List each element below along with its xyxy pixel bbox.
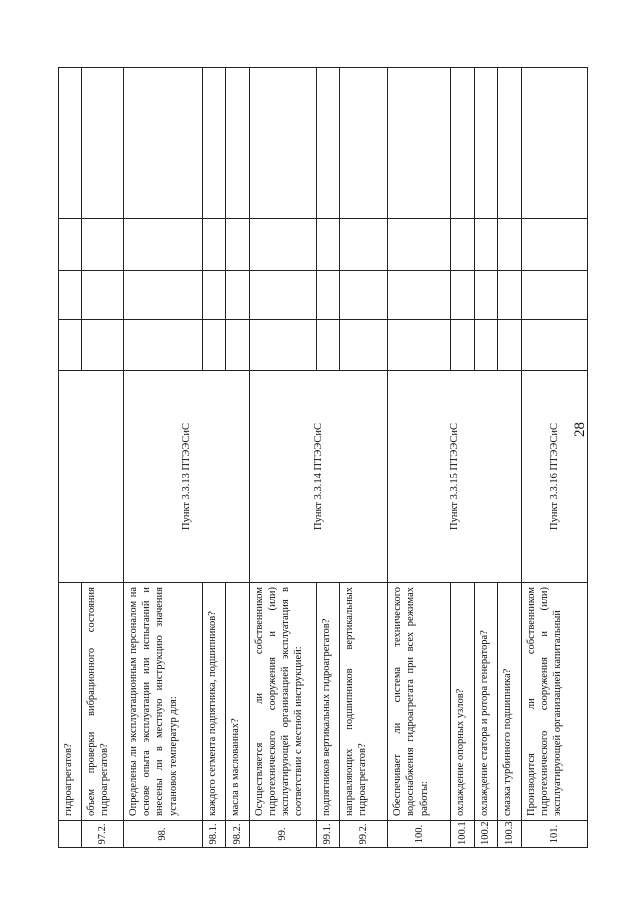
row-number: 100.1 <box>451 821 475 848</box>
reference-cell: Пункт 3.3.16 ПТЭЭСиС <box>521 371 587 583</box>
row-number: 99.1. <box>316 821 340 848</box>
row-number <box>59 821 82 848</box>
question-cell: Производится ли собственником гидротехнического сооружения и (или) эксплуатирующей организацией капитальный <box>521 583 587 821</box>
question-cell: охлаждение статора и ротора генератора? <box>474 583 498 821</box>
reference-cell-empty <box>59 371 124 583</box>
row-number: 100.3 <box>498 821 522 848</box>
table-row <box>521 68 587 848</box>
reference-cell: Пункт 3.3.13 ПТЭЭСиС <box>124 371 250 583</box>
question-cell: объем проверки вибрационного состояния гидроагрегатов? <box>81 583 124 821</box>
row-number: 99.2. <box>340 821 388 848</box>
question-cell: Обеспечивает ли система технического водоснабжения гидроагрегата при всех режимах работы: <box>388 583 451 821</box>
page-number: 28 <box>572 422 588 437</box>
question-cell: Определены ли эксплуатационным персоналом на основе опыта эксплуатации или испытаний и внесены ли в местную инструкцию значения установок температур для: <box>124 583 203 821</box>
row-number: 97.2. <box>81 821 124 848</box>
row-number: 98. <box>124 821 203 848</box>
reference-cell: Пункт 3.3.14 ПТЭЭСиС <box>249 371 388 583</box>
table-row <box>249 68 316 848</box>
checklist-table-wrapper <box>58 68 588 848</box>
table-row <box>388 68 451 848</box>
question-cell: Осуществляется ли собственником гидротехнического сооружения и (или) эксплуатирующей организацией эксплуатация в соответствии с местной инструкцией: <box>249 583 316 821</box>
row-number: 98.1. <box>202 821 226 848</box>
row-number: 98.2. <box>226 821 250 848</box>
row-number: 101. <box>521 821 587 848</box>
question-cell: охлаждение опорных узлов? <box>451 583 475 821</box>
row-number: 100. <box>388 821 451 848</box>
question-cell: направляющих подшипников вертикальных гидроагрегатов? <box>340 583 388 821</box>
question-cell: масла в маслованнах? <box>226 583 250 821</box>
table-row <box>124 68 203 848</box>
row-number: 99. <box>249 821 316 848</box>
table-row <box>59 68 82 848</box>
reference-cell: Пункт 3.3.15 ПТЭЭСиС <box>388 371 521 583</box>
row-number: 100.2 <box>474 821 498 848</box>
checklist-table <box>58 67 588 848</box>
question-cell: смазка турбинного подшипника? <box>498 583 522 821</box>
question-cell: подпятников вертикальных гидроагрегатов? <box>316 583 340 821</box>
question-cell: каждого сегмента подпятника, подшипников? <box>202 583 226 821</box>
question-cell: гидроагрегатов? <box>59 583 82 821</box>
